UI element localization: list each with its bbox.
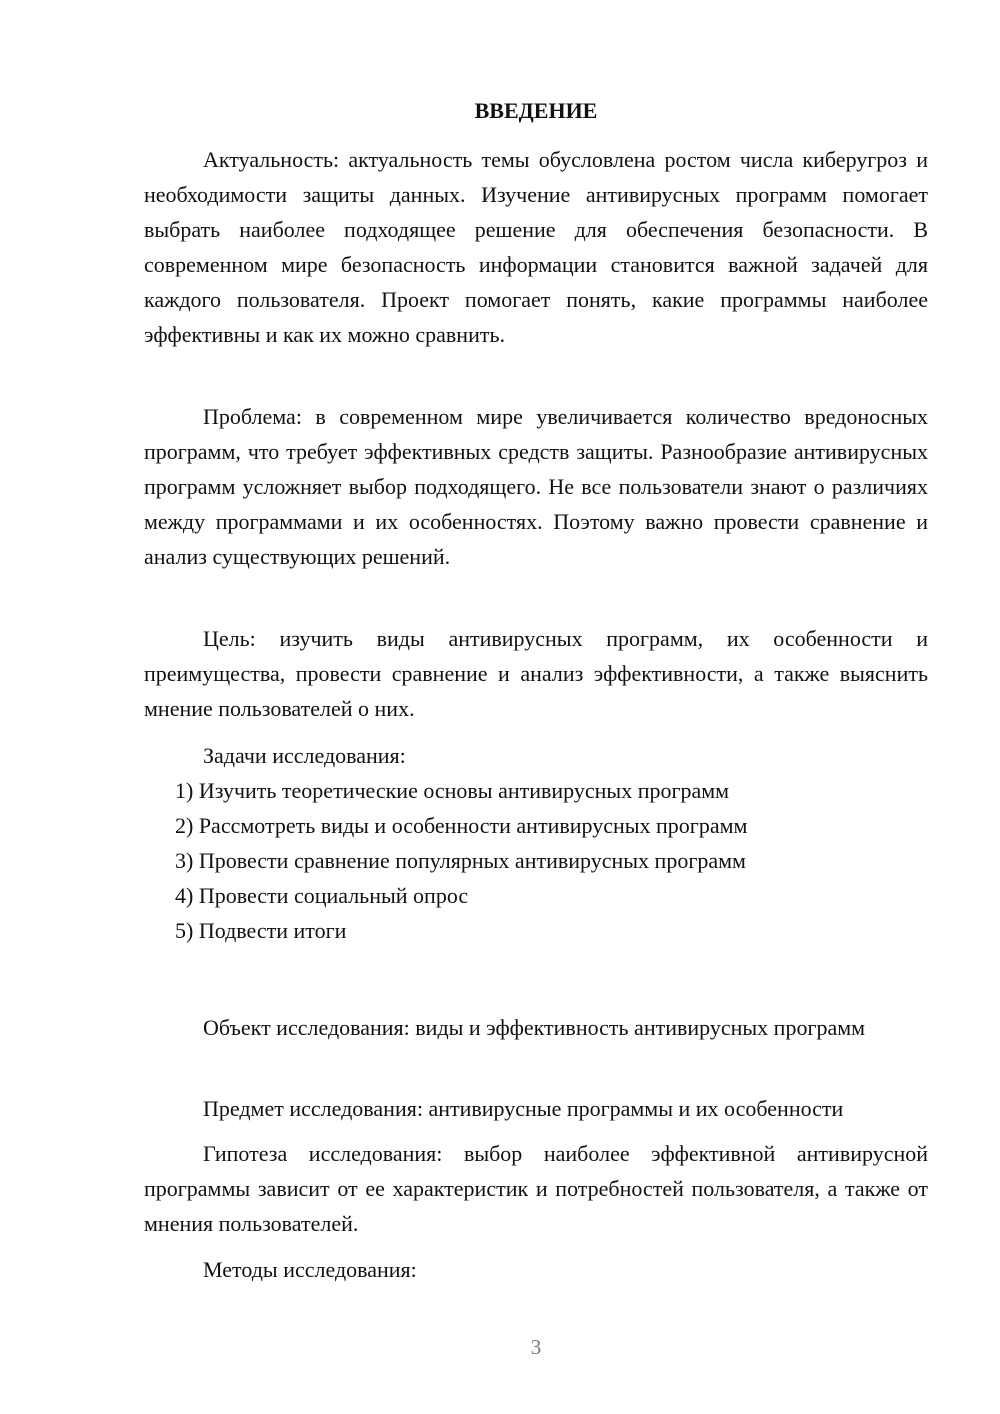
- task-item-5: 5) Подвести итоги: [175, 918, 347, 943]
- task-item-2: 2) Рассмотреть виды и особенности антивирусных программ: [175, 813, 748, 838]
- object-paragraph: Объект исследования: виды и эффективность антивирусных программ: [203, 1015, 866, 1040]
- problem-paragraph: Проблема: в современном мире увеличивается количество вредоносных программ, что требует эффективных средств защиты. Разнообразие антивирусных программ усложняет выбор подходящего. Не все пользователи знают о различиях между программами и их особенностях. Поэтому важно провести сравнение и анализ существующих решений.: [144, 404, 928, 569]
- page-title: ВВЕДЕНИЕ: [474, 98, 598, 123]
- methods-heading: Методы исследования:: [203, 1257, 417, 1282]
- tasks-heading: Задачи исследования:: [203, 743, 406, 768]
- hypothesis-block: [144, 1136, 928, 1241]
- hypothesis-paragraph: Гипотеза исследования: выбор наиболее эффективной антивирусной программы зависит от ее характеристик и потребностей пользователя, а также от мнения пользователей.: [144, 1141, 928, 1236]
- subject-block: [144, 1091, 928, 1126]
- subject-paragraph: Предмет исследования: антивирусные программы и их особенности: [203, 1096, 844, 1121]
- goal-block: [144, 621, 928, 726]
- page-number: 3: [530, 1335, 542, 1359]
- relevance-block: [144, 142, 928, 352]
- goal-paragraph: Цель: изучить виды антивирусных программ, их особенности и преимущества, провести сравнение и анализ эффективности, а также выяснить мнение пользователей о них.: [144, 626, 928, 721]
- task-item-3: 3) Провести сравнение популярных антивирусных программ: [175, 848, 746, 873]
- problem-block: [144, 399, 928, 574]
- tasks-block: [144, 738, 928, 948]
- methods-block: [144, 1252, 928, 1287]
- relevance-paragraph: Актуальность: актуальность темы обусловлена ростом числа киберугроз и необходимости защиты данных. Изучение антивирусных программ помогает выбрать наиболее подходящее решение для обеспечения безопасности. В современном мире безопасность информации становится важной задачей для каждого пользователя. Проект помогает понять, какие программы наиболее эффективны и как их можно сравнить.: [144, 147, 928, 347]
- task-item-4: 4) Провести социальный опрос: [175, 883, 469, 908]
- task-item-1: 1) Изучить теоретические основы антивирусных программ: [175, 778, 730, 803]
- object-block: [144, 1010, 928, 1045]
